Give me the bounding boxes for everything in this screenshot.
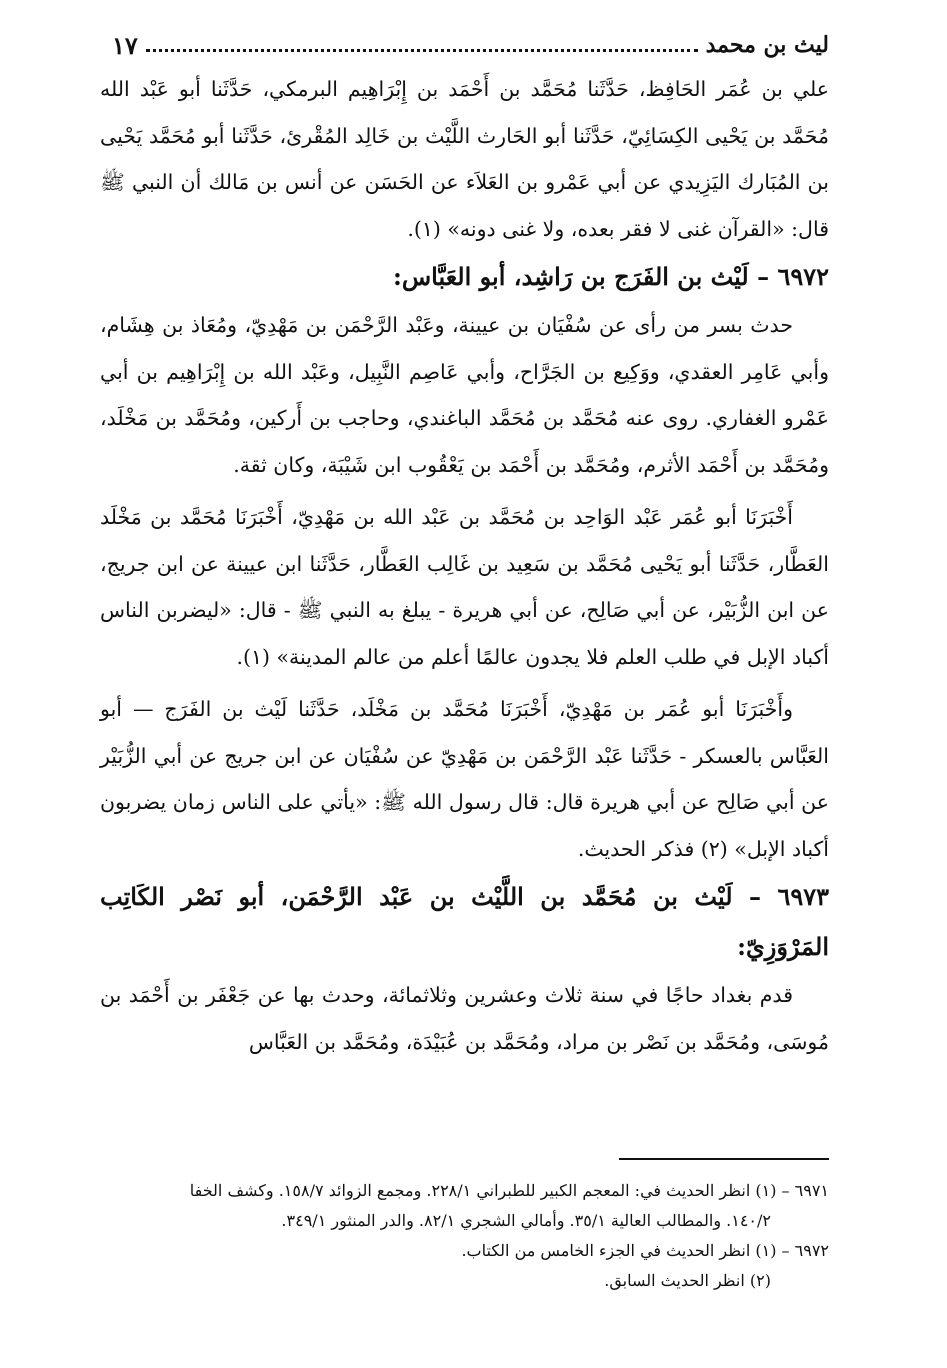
entry-6973-bio: قدم بغداد حاجًا في سنة ثلاث وعشرين وثلاثمائة، وحدث بها عن جَعْفَر بن أَحْمَد بن مُوسَى، ومُحَمَّد بن نَصْر بن مراد، ومُحَمَّد بن عُبَيْدَة، ومُحَمَّد بن العَبَّاس xyxy=(100,983,829,1054)
running-header xyxy=(112,28,829,62)
leader-dots xyxy=(146,39,698,52)
entry-6972-hadith-2: وأَخْبَرَنَا أبو عُمَر بن مَهْدِيّ، أَخْبَرَنَا مُحَمَّد بن مَخْلَد، حَدَّثَنا لَيْث بن الفَرَج — أبو العَبَّاس بالعسكر - حَدَّثَنا عَبْد الرَّحْمَن بن مَهْدِيّ عن سُفْيَان عن ابن جريج عن أبي الزُّبَيْر عن أبي صَالِح عن أبي هريرة قال: قال رسول الله ﷺ: «يأتي على الناس زمان يضربون أكباد الإبل» (٢) فذكر الحديث. xyxy=(100,697,829,861)
footnote-6971-1-cont: ١٤٠/٢. والمطالب العالية ٣٥/١. وأمالي الشجري ٨٢/١. والدر المنثور ٣٤٩/١. xyxy=(281,1211,771,1230)
footnotes xyxy=(100,1176,829,1296)
running-title: ليث بن محمد xyxy=(705,32,829,58)
entry-6972-hadith-1: أَخْبَرَنَا أبو عُمَر عَبْد الوَاحِد بن مُحَمَّد بن عَبْد الله بن مَهْدِيّ، أَخْبَرَنَا مُحَمَّد بن مَخْلَد العَطَّار، حَدَّثَنا أبو يَحْيى مُحَمَّد بن سَعِيد بن غَالِب العَطَّار، حَدَّثَنا ابن عيينة عن ابن جريج، عن ابن الزُّبَيْر، عن أبي صَالِح، عن أبي هريرة - يبلغ به النبي ﷺ - قال: «ليضربن الناس أكباد الإبل في طلب العلم فلا يجدون عالمًا أعلم من عالم المدينة» (١). xyxy=(100,505,829,669)
footnote-separator xyxy=(619,1158,829,1160)
footnote-6972-1: ٦٩٧٢ – (١) انظر الحديث في الجزء الخامس من الكتاب. xyxy=(461,1241,829,1260)
main-text xyxy=(100,66,829,1065)
page-number: ١٧ xyxy=(112,30,138,60)
footnote-6972-2: (٢) انظر الحديث السابق. xyxy=(604,1271,771,1290)
entry-6972-bio: حدث بسر من رأى عن سُفْيَان بن عيينة، وعَبْد الرَّحْمَن بن مَهْدِيّ، ومُعَاذ بن هِشَام، وأبي عَامِر العقدي، ووَكِيع بن الجَرَّاح، وأبي عَاصِم النَّبِيل، وعَبْد الله بن إِبْرَاهِيم بن أبي عَمْرو الغفاري. روى عنه مُحَمَّد بن مُحَمَّد الباغندي، وحاجب بن أَركين، ومُحَمَّد بن مَخْلَد، ومُحَمَّد بن أَحْمَد الأثرم، ومُحَمَّد بن أَحْمَد بن يَعْقُوب ابن شَيْبَة، وكان ثقة. xyxy=(100,313,829,477)
paragraph-continued: علي بن عُمَر الحَافِظ، حَدَّثَنا مُحَمَّد بن أَحْمَد بن إِبْرَاهِيم البرمكي، حَدَّثَنا أبو عَبْد الله مُحَمَّد بن يَحْيى الكِسَائِيّ، حَدَّثَنا أبو الحَارث اللَّيْث بن خَالِد المُقْرئ، حَدَّثَنا أبو مُحَمَّد يَحْيى بن المُبَارك اليَزِيدي عن أبي عَمْرو بن العَلاَء عن الحَسَن عن أنس بن مَالك أن النبي ﷺ قال: «القرآن غنى لا فقر بعده، ولا غنى دونه» (١). xyxy=(100,77,829,241)
entry-heading-6973: ٦٩٧٣ – لَيْث بن مُحَمَّد بن اللَّيْث بن عَبْد الرَّحْمَن، أبو نَصْر الكَاتِب المَرْوَزِيّ: xyxy=(100,882,829,961)
entry-heading-6972: ٦٩٧٢ – لَيْث بن الفَرَج بن رَاشِد، أبو العَبَّاس: xyxy=(392,262,829,291)
footnote-6971-1: ٦٩٧١ – (١) انظر الحديث في: المعجم الكبير للطبراني ٢٢٨/١. ومجمع الزوائد ١٥٨/٧. وكشف الخفا xyxy=(189,1181,829,1200)
